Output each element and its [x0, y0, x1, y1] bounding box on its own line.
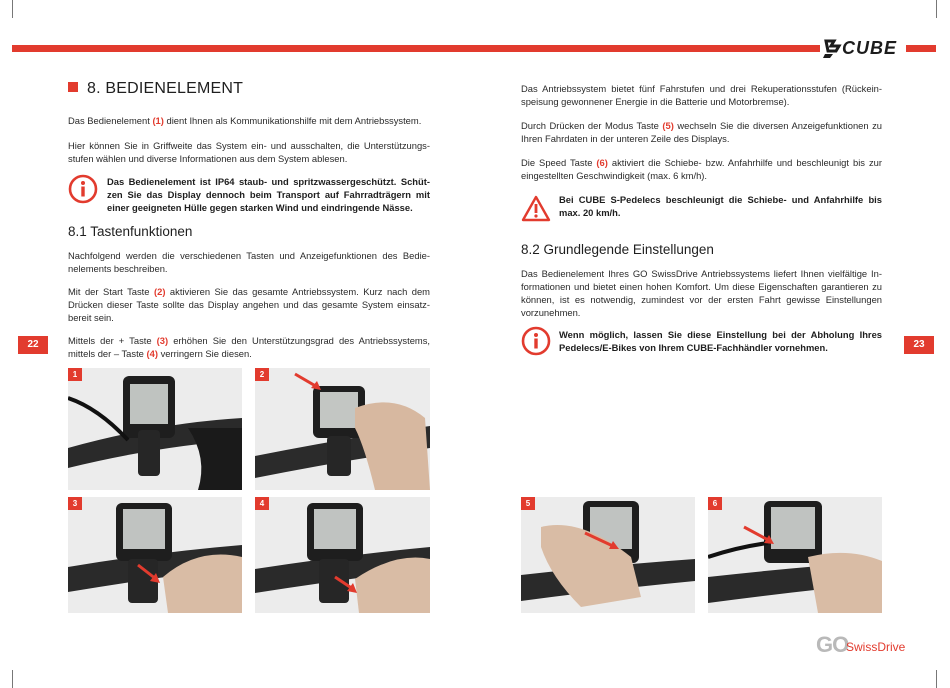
photo-4-display-image	[255, 497, 430, 613]
photo-3	[68, 497, 242, 613]
intro-paragraph-1: Das Bedienelement (1) dient Ihnen als Kommunikationshilfe mit dem Antriebssystem.	[68, 115, 422, 126]
right-paragraph-1: Das Antriebssystem bietet fünf Fahrstufen und drei Rekuperationsstufen (Rückein- speisung gewonnener Energie in die Batterie und Motorbremse).	[521, 83, 882, 107]
crop-mark	[12, 0, 13, 18]
info-icon	[68, 174, 98, 204]
photo-2	[255, 368, 430, 490]
go-logo-mark: GO	[816, 632, 849, 657]
page-title: 8. BEDIENELEMENT	[68, 80, 243, 98]
brand-logo-text: CUBE	[842, 38, 898, 58]
right-paragraph-2: Durch Drücken der Modus Taste (5) wechseln Sie die diversen Anzeigefunktionen zu Ihren Fahrdaten in der unteren Zeile des Displays.	[521, 120, 882, 144]
photo-3-display-image	[68, 497, 242, 613]
photo-badge-1: 1	[68, 368, 82, 381]
cube-logo-icon	[822, 37, 844, 59]
photo-1	[68, 368, 242, 490]
swissdrive-wordmark: SwissDrive	[846, 640, 906, 654]
paragraph-8-1-2: Mit der Start Taste (2) aktivieren Sie das gesamte Antriebssystem. Kurz nach dem Drücken dieser Taste sollte das Display angehen und das gesamte System einsatz- bereit sein.	[68, 286, 430, 323]
page-number-right: 23	[904, 336, 934, 354]
photo-4	[255, 497, 430, 613]
right-paragraph-3: Die Speed Taste (6) aktiviert die Schiebe- bzw. Anfahrhilfe und beschleunigt bis zur eingestellten Geschwindigkeit (max. 6 km/h).	[521, 157, 882, 181]
crop-mark	[936, 0, 937, 18]
crop-mark	[936, 670, 937, 688]
photo-5-display-image	[521, 497, 695, 613]
photo-badge-6: 6	[708, 497, 722, 510]
cube-logo	[822, 36, 906, 60]
photo-6-display-image	[708, 497, 882, 613]
header-bar	[12, 45, 820, 52]
photo-1-display-image	[68, 368, 242, 490]
section-heading-8-1: 8.1 Tastenfunktionen	[68, 224, 193, 239]
intro-paragraph-2: Hier können Sie in Griffweite das System ein- und ausschalten, die Unterstützungs- stufen wählen und diverse Informationen aus dem System ablesen.	[68, 140, 430, 164]
photo-badge-5: 5	[521, 497, 535, 510]
info-note-dealer: Wenn möglich, lassen Sie diese Einstellung bei der Abholung Ihres Pedelecs/E-Bikes von Ihrem CUBE-Fachhändler vornehmen.	[559, 329, 882, 353]
photo-5	[521, 497, 695, 613]
warning-note-s-pedelec: Bei CUBE S-Pedelecs beschleunigt die Schiebe- und Anfahrhilfe bis max. 20 km/h.	[559, 194, 882, 218]
paragraph-8-2-1: Das Bedienelement Ihres GO SwissDrive Antriebssystems liefert Ihnen vielfältige In- formationen und bietet einen hohen Komfort. Um diese Eigenschaften garantieren zu können, ist es notwendig, zumindest vor der ersten Fahrt gewisse Einstellungen vorzunehmen.	[521, 268, 882, 318]
warning-triangle-icon	[521, 195, 551, 222]
photo-badge-3: 3	[68, 497, 82, 510]
info-icon	[521, 326, 551, 356]
photo-badge-4: 4	[255, 497, 269, 510]
paragraph-8-1-3: Mittels der + Taste (3) erhöhen Sie den Unterstützungsgrad des Antriebssystems, mittels der – Taste (4) verringern Sie diesen.	[68, 335, 431, 359]
page-number-left: 22	[18, 336, 48, 354]
section-heading-8-2: 8.2 Grundlegende Einstellungen	[521, 242, 714, 257]
photo-6	[708, 497, 882, 613]
photo-2-display-image	[255, 368, 430, 490]
warning-note-ip64: Das Bedienelement ist IP64 staub- und spritzwassergeschützt. Schüt- zen Sie das Display dennoch beim Transport auf Fahrradträgern mit einer geeigneten Hülle gegen starken Wind und eindringende Nässe.	[107, 176, 430, 213]
crop-mark	[12, 670, 13, 688]
photo-badge-2: 2	[255, 368, 269, 381]
go-swissdrive-logo	[816, 632, 916, 656]
paragraph-8-1-1: Nachfolgend werden die verschiedenen Tasten und Anzeigefunktionen des Bedie- nelements beschreiben.	[68, 250, 430, 274]
title-square-icon	[68, 82, 78, 92]
header-bar-end	[906, 45, 936, 52]
